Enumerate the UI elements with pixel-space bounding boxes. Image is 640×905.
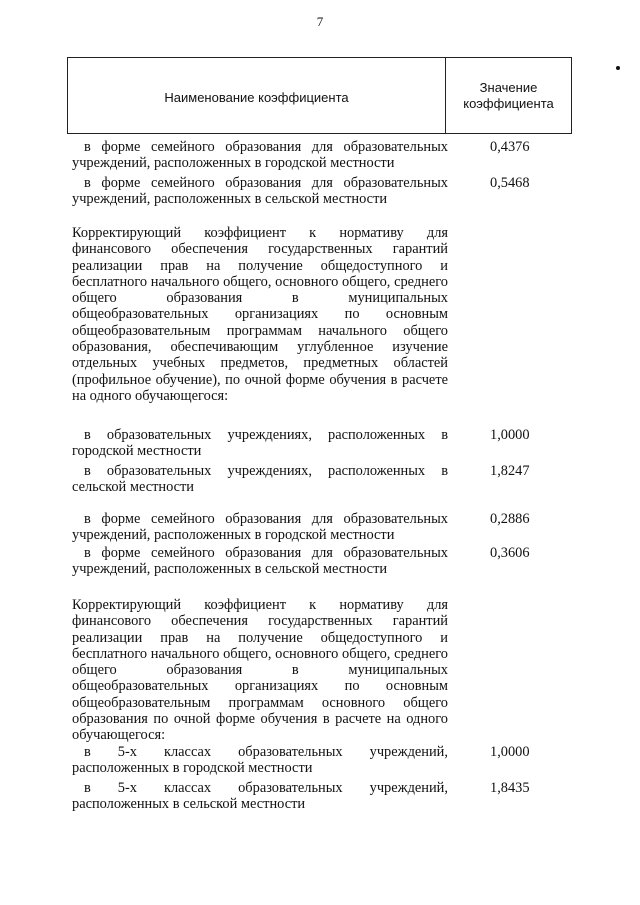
header-value-line2: коэффициента [463,95,554,111]
row-value: 0,5468 [490,175,530,191]
row-text: в 5-х классах образовательных учреждений, расположенных в городской местности [72,744,448,776]
table-row [72,428,572,459]
header-value-cell [446,58,571,133]
row-text: в форме семейного образования для образовательных учреждений, расположенных в сельской местности [72,175,448,207]
row-value: 0,3606 [490,545,530,561]
row-value: 1,0000 [490,427,530,443]
row-text: в образовательных учреждениях, расположенных в сельской местности [72,463,448,495]
row-text: Корректирующий коэффициент к нормативу для финансового обеспечения государственных гарантий реализации прав на получение общедоступного и бесплатного начального общего, основного общего, среднего общего образования в муниципальных общеобразовательных организациях по основным общеобразовательным программам начального общего образования, обеспечивающим углубленное изучение отдельных учебных предметов, предметных областей (профильное обучение), по очной форме обучения в расчете на одного обучающегося: [72,225,448,404]
page-number: 7 [316,14,324,29]
table-row [72,464,572,495]
row-value: 0,4376 [490,139,530,155]
row-value: 1,0000 [490,744,530,760]
table-row [72,140,572,171]
row-value: 0,2886 [490,511,530,527]
row-value: 1,8435 [490,780,530,796]
row-value: 1,8247 [490,463,530,479]
table-row [72,512,572,543]
row-text: в форме семейного образования для образовательных учреждений, расположенных в городской местности [72,511,448,543]
row-text: Корректирующий коэффициент к нормативу для финансового обеспечения государственных гарантий реализации прав на получение общедоступного и бесплатного начального общего, основного общего, среднего общего образования в муниципальных общеобразовательных организациях по основным общеобразовательным программам основного общего образования по очной форме обучения в расчете на одного обучающегося: [72,597,448,744]
row-text: в 5-х классах образовательных учреждений, расположенных в сельской местности [72,780,448,812]
header-value-line1: Значение [479,79,538,95]
row-text: в форме семейного образования для образовательных учреждений, расположенных в сельской местности [72,545,448,577]
margin-mark [616,66,620,70]
table-row [72,546,572,577]
row-text: в образовательных учреждениях, расположенных в городской местности [72,427,448,459]
row-text: в форме семейного образования для образовательных учреждений, расположенных в городской местности [72,139,448,171]
table-row [72,781,572,812]
table-row-heading [72,225,572,404]
table-row-heading [72,597,572,744]
coefficient-table-header [67,57,572,134]
table-row [72,176,572,207]
header-name-cell: Наименование коэффициента [68,58,446,133]
table-row [72,745,572,776]
